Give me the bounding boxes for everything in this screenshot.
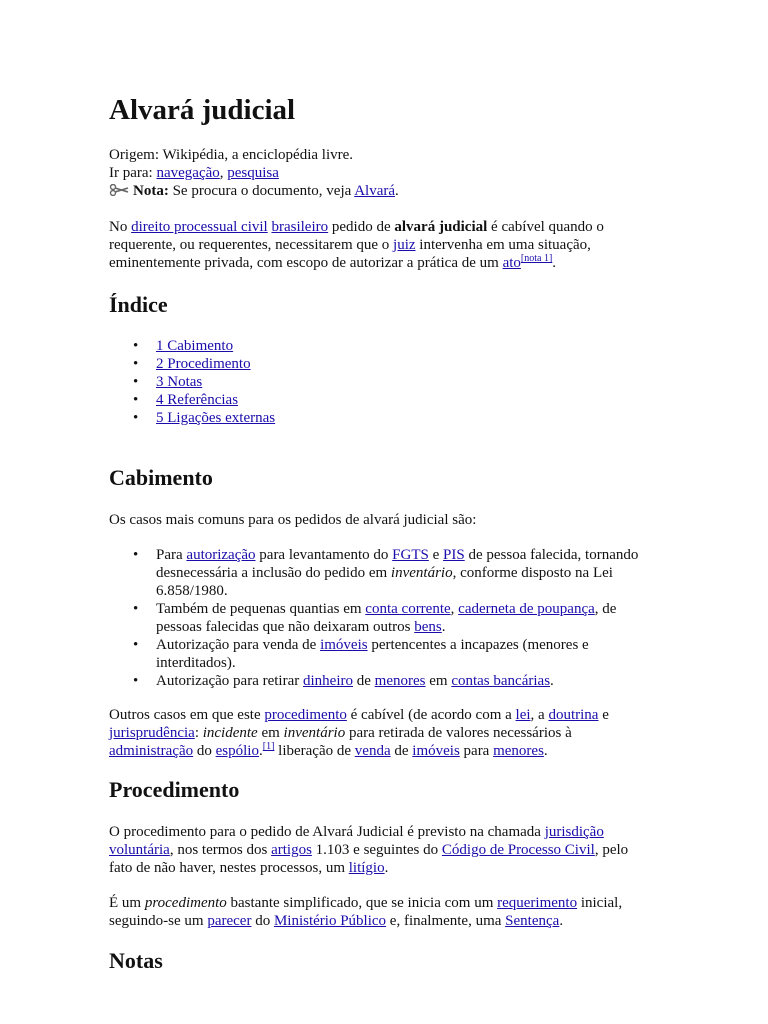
emphasis: inventário (390, 565, 453, 581)
toc-item (109, 391, 649, 409)
text: Também de pequenas quantias em (156, 601, 366, 617)
toc-link-procedimento[interactable]: 2 Procedimento (156, 356, 251, 372)
intro-text: No (109, 219, 132, 235)
procedimento-paragraph-1 (109, 823, 649, 877)
link-venda[interactable]: venda (354, 743, 391, 759)
link-espolio[interactable]: espólio (215, 743, 259, 759)
text: e (428, 547, 444, 563)
section-heading-notas: Notas (109, 948, 163, 973)
link-menores[interactable]: menores (493, 743, 544, 759)
text: do (251, 913, 274, 929)
text: . (543, 743, 548, 759)
search-link[interactable]: pesquisa (227, 165, 279, 181)
link-administracao[interactable]: administração (109, 743, 194, 759)
section-heading-procedimento: Procedimento (109, 777, 240, 802)
link-juiz[interactable]: juiz (393, 237, 416, 253)
intro-text: . (552, 255, 557, 271)
link-imoveis[interactable]: imóveis (412, 743, 460, 759)
link-litigio[interactable]: litígio (348, 860, 385, 876)
link-autorizacao[interactable]: autorização (186, 547, 256, 563)
list-item (109, 636, 649, 672)
text: , (450, 601, 459, 617)
section-heading-cabimento: Cabimento (109, 465, 213, 490)
text: , de pessoas falecidas que não deixaram outros (156, 601, 617, 635)
text: É um (109, 895, 145, 911)
text: de pessoa falecida, tornando desnecessária a inclusão do pedido em (156, 547, 639, 581)
toc-item (109, 337, 649, 355)
footnote-nota-1[interactable]: [nota 1] (520, 253, 553, 264)
link-ministerio-publico[interactable]: Ministério Público (273, 913, 387, 929)
link-requerimento[interactable]: requerimento (497, 895, 578, 911)
text: para (459, 743, 494, 759)
link-conta-corrente[interactable]: conta corrente (365, 601, 451, 617)
bullet: • (133, 356, 139, 372)
goto-separator: , (219, 165, 228, 181)
link-menores[interactable]: menores (374, 673, 426, 689)
link-imoveis[interactable]: imóveis (320, 637, 368, 653)
hatnote-alvara-link[interactable]: Alvará (354, 183, 396, 199)
toc-item (109, 409, 649, 427)
intro-text: é cabível quando o requerente, ou requerentes, necessitarem que o (109, 219, 604, 253)
link-artigos[interactable]: artigos (271, 842, 312, 858)
other-cases-paragraph (109, 706, 649, 760)
text: de (390, 743, 413, 759)
link-parecer[interactable]: parecer (207, 913, 252, 929)
link-direito-processual-civil[interactable]: direito processual civil (131, 219, 268, 235)
page-title: Alvará judicial (109, 94, 296, 126)
link-sentenca[interactable]: Sentença (505, 913, 560, 929)
text: . (559, 913, 564, 929)
toc-link-referencias[interactable]: 4 Referências (156, 392, 239, 408)
text: , a (530, 707, 549, 723)
procedimento-paragraph-2 (109, 894, 649, 930)
text: do (193, 743, 216, 759)
bullet: • (133, 338, 139, 354)
link-fgts[interactable]: FGTS (392, 547, 429, 563)
text: , nos termos dos (169, 842, 272, 858)
link-bens[interactable]: bens (414, 619, 442, 635)
intro-bold-term: alvará judicial (394, 219, 488, 235)
text: , conforme disposto na Lei 6.858/1980. (156, 565, 613, 599)
intro-text: pedido de (328, 219, 395, 235)
list-item (109, 600, 649, 636)
link-ato[interactable]: ato (502, 255, 521, 271)
toc-heading: Índice (109, 292, 168, 317)
cabimento-list (109, 546, 649, 690)
text: em (425, 673, 452, 689)
text: inicial, seguindo-se um (109, 895, 623, 929)
toc-item (109, 355, 649, 373)
bullet: • (133, 637, 139, 653)
list-item (109, 672, 649, 690)
link-caderneta-de-poupanca[interactable]: caderneta de poupança (458, 601, 595, 617)
text: : (194, 725, 203, 741)
text: . (550, 673, 554, 689)
text: para retirada de valores necessários à (345, 725, 572, 741)
hatnote-period: . (395, 183, 399, 199)
scissors-icon (109, 183, 129, 195)
table-of-contents (109, 337, 649, 427)
text: em (257, 725, 284, 741)
bullet: • (133, 601, 139, 617)
hatnote-label: Nota: (133, 183, 169, 199)
intro-text: intervenha em uma situação, eminentemente privada, com escopo de autorizar a prática de um (109, 237, 591, 271)
intro-paragraph (109, 218, 649, 272)
text: de (353, 673, 375, 689)
text: é cabível (de acordo com a (346, 707, 516, 723)
text: bastante simplificado, que se inicia com um (226, 895, 498, 911)
emphasis: inventário (283, 725, 346, 741)
bullet: • (133, 374, 139, 390)
link-pis[interactable]: PIS (443, 547, 465, 563)
toc-item (109, 373, 649, 391)
text: para levantamento do (255, 547, 393, 563)
bullet: • (133, 547, 139, 563)
hatnote-text: Se procura o documento, veja (168, 183, 355, 199)
cabimento-lead: Os casos mais comuns para os pedidos de alvará judicial são: (109, 512, 477, 528)
bullet: • (133, 392, 139, 408)
text: e (598, 707, 609, 723)
toc-link-ligacoes-externas[interactable]: 5 Ligações externas (156, 410, 276, 426)
bullet: • (133, 673, 139, 689)
toc-link-notas[interactable]: 3 Notas (156, 374, 203, 390)
goto-prefix: Ir para: (109, 165, 157, 181)
bullet: • (133, 410, 139, 426)
text: e, finalmente, uma (386, 913, 506, 929)
navigation-link[interactable]: navegação (156, 165, 220, 181)
text: 1.103 e seguintes do (311, 842, 442, 858)
text: Outros casos em que este (109, 707, 265, 723)
goto-line (109, 164, 649, 182)
emphasis: procedimento (144, 895, 227, 911)
list-item (109, 546, 649, 600)
link-procedimento[interactable]: procedimento (264, 707, 347, 723)
link-dinheiro[interactable]: dinheiro (303, 673, 353, 689)
link-codigo-de-processo-civil[interactable]: Código de Processo Civil (441, 842, 595, 858)
text: Autorização para venda de (156, 637, 321, 653)
emphasis: incidente (202, 725, 258, 741)
link-jurisdicao-voluntaria[interactable]: jurisdição voluntária (109, 824, 604, 858)
text: , pelo fato de não haver, nestes processos, um (109, 842, 629, 876)
text: pertencentes a incapazes (menores e interditados). (156, 637, 589, 671)
text: . (384, 860, 389, 876)
toc-link-cabimento[interactable]: 1 Cabimento (156, 338, 234, 354)
link-brasileiro[interactable]: brasileiro (271, 219, 329, 235)
link-lei[interactable]: lei (515, 707, 531, 723)
text: Para (156, 547, 187, 563)
link-jurisprudencia[interactable]: jurisprudência (109, 725, 195, 741)
text: . (441, 619, 446, 635)
link-contas-bancarias[interactable]: contas bancárias (451, 673, 551, 689)
text: Autorização para retirar (156, 673, 303, 689)
link-doutrina[interactable]: doutrina (548, 707, 599, 723)
origin-line: Origem: Wikipédia, a enciclopédia livre. (109, 147, 354, 163)
hatnote (109, 182, 649, 200)
text: liberação de (274, 743, 355, 759)
footnote-1[interactable]: [1] (262, 741, 275, 752)
text: . (258, 743, 263, 759)
text: O procedimento para o pedido de Alvará Judicial é previsto na chamada (109, 824, 545, 840)
